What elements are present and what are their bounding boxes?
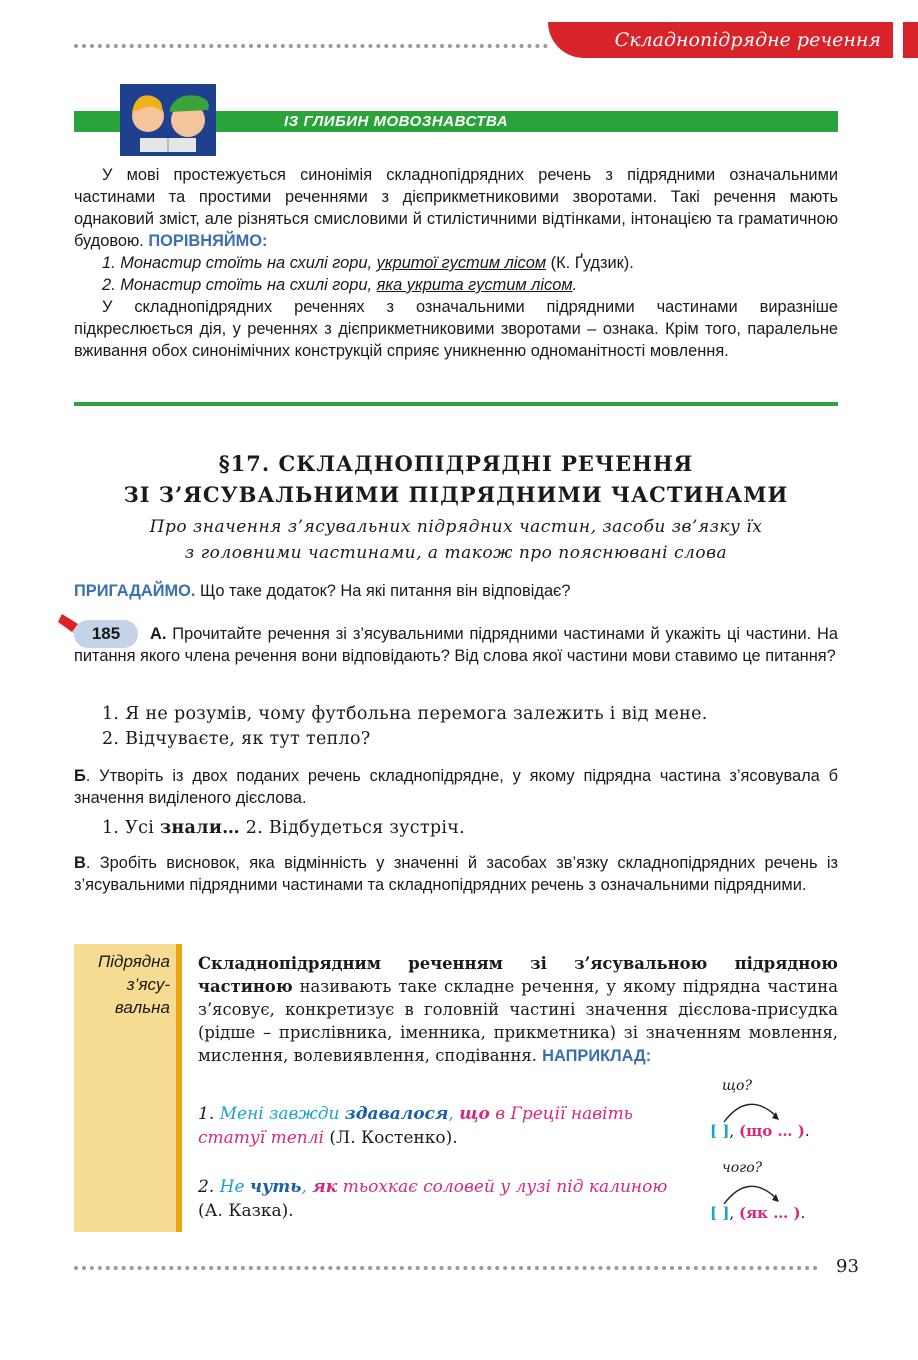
example-label: НАПРИКЛАД: [542,1047,652,1065]
relative-clause: яка укрита густим лісом [376,276,573,294]
recall-label: ПРИГАДАЙМО. [74,582,196,600]
scheme1: [ ], (що … ). [710,1122,810,1140]
kids-reading-illustration [118,82,218,158]
exercise-part-c: В. Зробіть висновок, яка відмінність у значенні й засобах зв’язку складнопідрядних речень із з’ясувальними підрядними частинами та складнопідрядних речень з означальними підрядними. [74,854,838,894]
highlighted-verb: знали… [159,818,240,838]
box-example-1: 1. Монастир стоїть на схилі гори, укритої густим лісом (К. Ґудзик). [102,254,634,272]
header-edge-mark [903,22,918,58]
section-title: §17. СКЛАДНОПІДРЯДНІ РЕЧЕННЯ ЗІ З’ЯСУВАЛЬНИМИ ПІДРЯДНИМИ ЧАСТИНАМИ [123,451,789,507]
rule-example-1: 1. Мені завжди здавалося, що в Греції навіть статуї теплі (Л. Костенко). [198,1104,633,1148]
box-bottom-rule [74,402,838,406]
part-a-label: А. [150,625,167,643]
box-example-2: 2. Монастир стоїть на схилі гори, яка укрита густим лісом. [102,276,578,294]
header-dotted-rule [74,44,548,48]
scheme1-question: що? [722,1078,752,1094]
scheme2: [ ], (як … ). [710,1204,806,1222]
scheme2-question: чого? [722,1160,763,1176]
part-b-label: Б [74,767,86,785]
recall-line: ПРИГАДАЙМО. Що таке додаток? На які питання він відповідає? [74,582,571,600]
participle-phrase: укритої густим лісом [376,254,547,272]
page-number: 93 [836,1256,859,1277]
exercise-part-b: Б. Утворіть із двох поданих речень складнопідрядне, у якому підрядна частина з’ясовувала б значення виділеного дієслова. [74,767,838,807]
box-text [74,164,838,362]
rule-sidebar-label: Підрядна з’ясу- вальна [97,952,170,1017]
exercise-a-items [102,702,838,752]
running-title: Складнопідрядне речення [548,22,893,58]
section-subtitle: Про значення з’ясувальних підрядних частин, засоби зв’язку їх з головними частинами, а також про пояснювані слова [149,517,763,563]
compare-label: ПОРІВНЯЙМО: [148,232,268,250]
footer-dotted-rule [74,1266,818,1270]
box-title: ІЗ ГЛИБИН МОВОЗНАВСТВА [284,113,509,130]
box-para1: У мові простежується синонімія складнопідрядних речень з підрядними означальними частинами та простими реченнями з дієприкметниковими зворотами. Такі речення мають однаковий зміст, але різняться смисловими й стилістичними відтінками, інтонацією та граматичною будовою. [74,166,838,250]
rule-definition: Складнопідрядним реченням зі з’ясувальною підрядною частиною називають таке складне речення, у якому підрядна частина з’ясовує, конкретизує в головній частині значення дієслова-присудка (рідше – прислівника, іменника, прикметника) зі значенням мовлення, мислення, волевиявлення, сподівання. НАПРИКЛАД: [198,954,838,1065]
rule-sidebar-edge [176,944,182,1232]
list-item: 1. Я не розумів, чому футбольна перемога залежить і від мене. [102,704,708,724]
rule-term: Складнопідрядним реченням зі з’ясувальною підрядною частиною [198,954,838,996]
exercise-number-badge: 185 [74,620,138,648]
rule-example-2: 2. Не чуть, як тьохкає соловей у лузі під калиною (А. Казка). [198,1177,668,1221]
part-c-label: В [74,854,86,872]
exercise-b-item: 1. Усі знали… 2. Відбудеться зустріч. [102,818,465,838]
exercise-part-a: А. Прочитайте речення зі з’ясувальними підрядними частинами й укажіть ці частини. На питання якого члена речення вони відповідають? Від слова якої частини мови ставимо це питання? [74,625,838,665]
box-para2: У складнопідрядних реченнях з означальними підрядними частинами виразніше підкреслюється дія, у реченнях з дієприкметниковими зворотами – ознака. Крім того, паралельне вживання обох синонімічних конструкцій сприяє уникненню одноманітності мовлення. [74,298,838,360]
list-item: 2. Відчуваєте, як тут тепло? [102,729,371,749]
